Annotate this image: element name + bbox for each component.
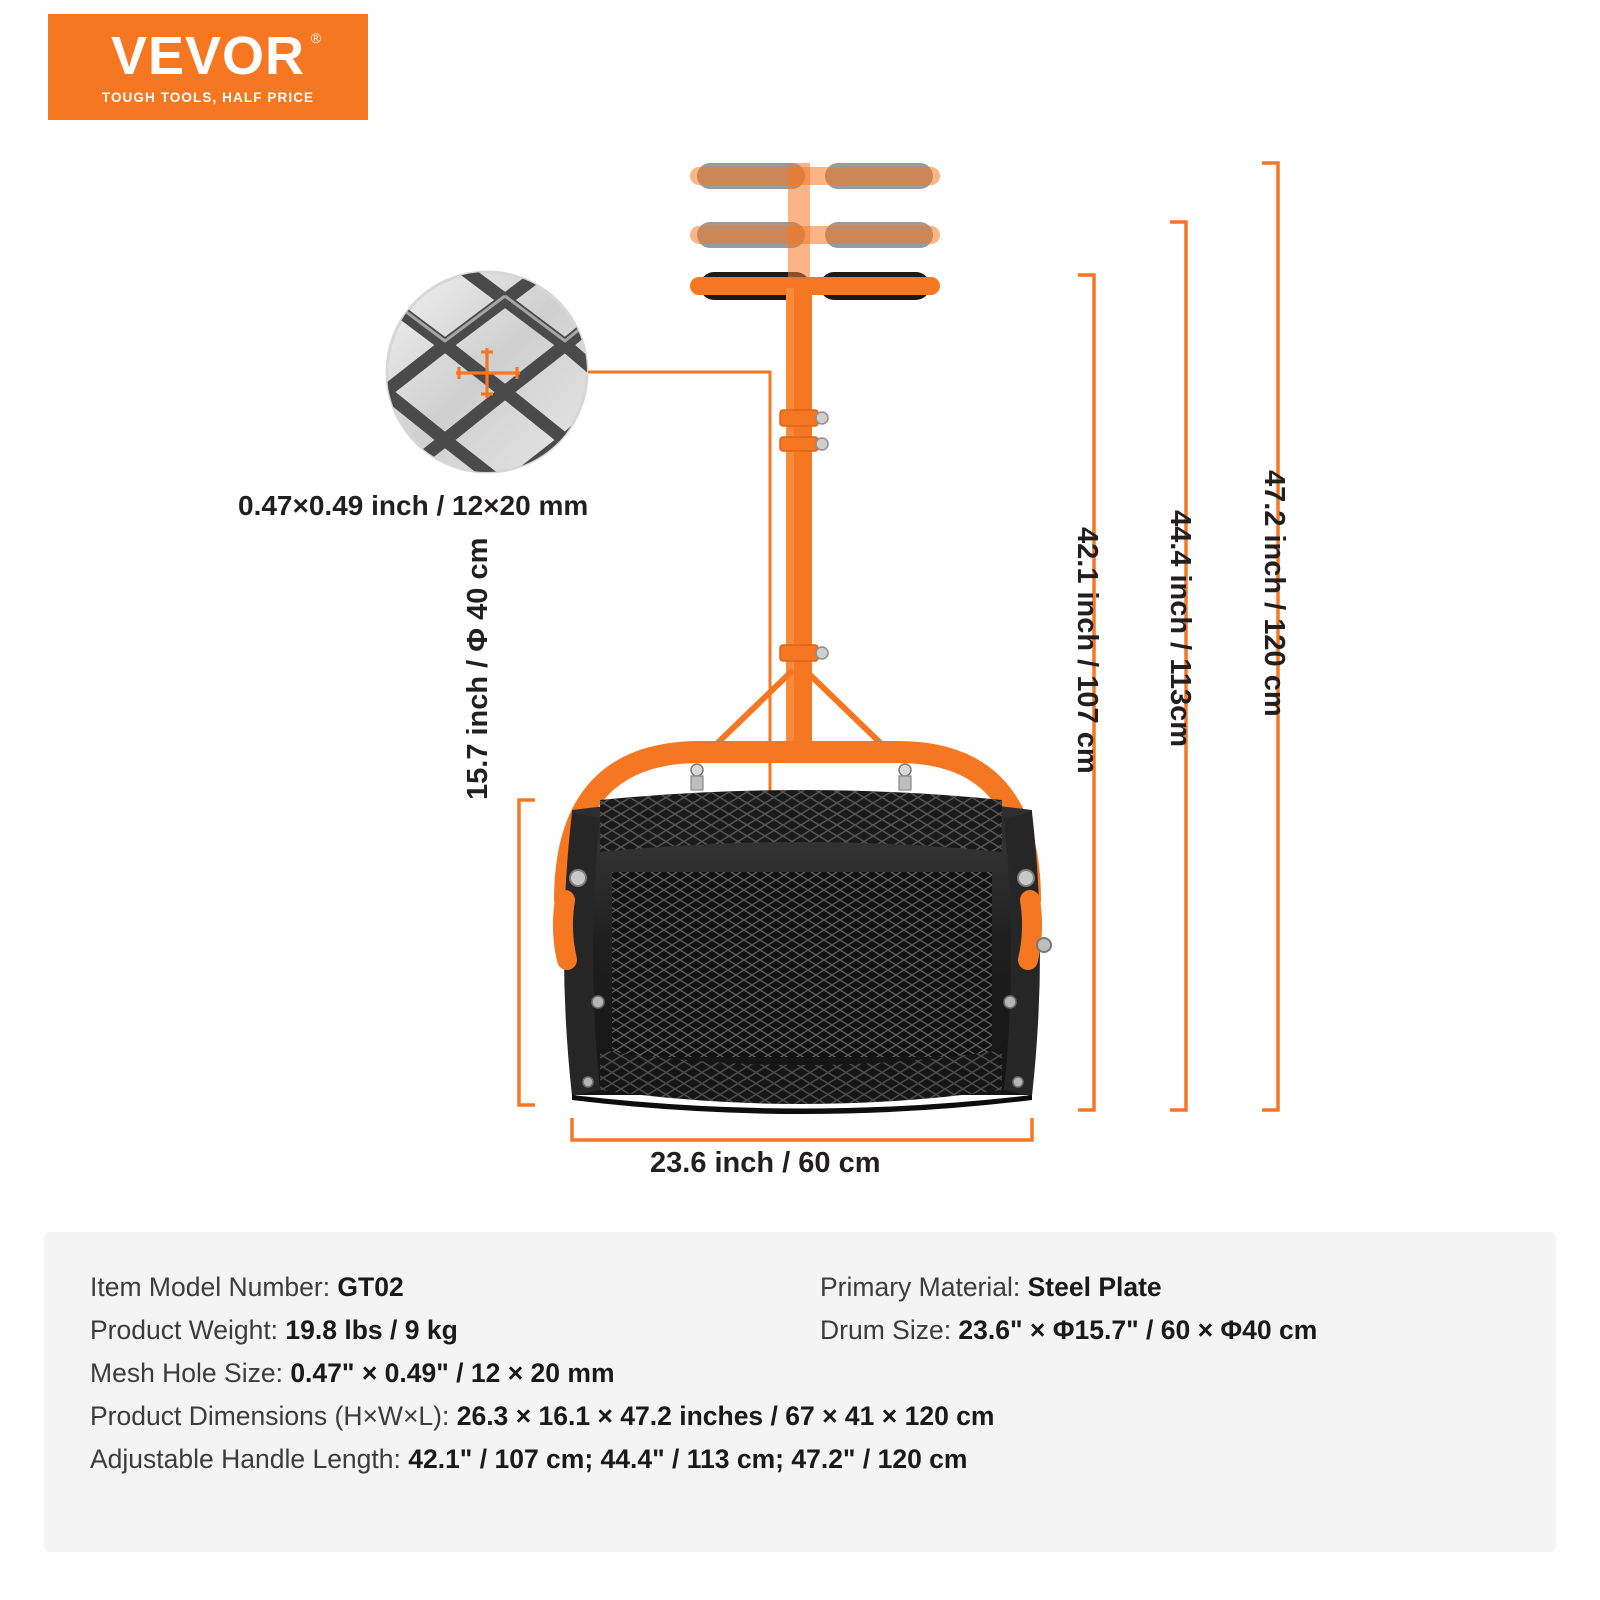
spec-label: Adjustable Handle Length: [90, 1443, 409, 1474]
spec-drum-size [800, 1309, 1530, 1352]
specifications-panel [44, 1232, 1556, 1552]
spec-adjustable-handle-length [90, 1438, 1510, 1481]
spec-row [90, 1309, 1510, 1352]
spreader-drum [563, 790, 1051, 1114]
spec-value: 19.8 lbs / 9 kg [285, 1314, 458, 1345]
mesh-hole-label: 0.47×0.49 inch / 12×20 mm [238, 490, 589, 521]
spec-value: 42.1" / 107 cm; 44.4" / 113 cm; 47.2" / 120 cm [408, 1443, 968, 1474]
brand-tagline: TOUGH TOOLS, HALF PRICE [101, 90, 315, 105]
spec-product-dimensions [90, 1395, 1510, 1438]
dim-drum-diameter [519, 800, 535, 1105]
spec-value: 23.6" × Φ15.7" / 60 × Φ40 cm [958, 1314, 1318, 1345]
spec-value: 26.3 × 16.1 × 47.2 inches / 67 × 41 × 120 cm [456, 1400, 995, 1431]
spec-label: Product Weight: [90, 1314, 286, 1345]
brand-name: VEVOR [110, 26, 306, 86]
registered-trademark-icon: ® [310, 30, 323, 46]
spec-label: Drum Size: [820, 1314, 959, 1345]
spec-product-weight [90, 1309, 800, 1352]
drum-width-label: 23.6 inch / 60 cm [650, 1147, 881, 1179]
spec-label: Mesh Hole Size: [90, 1357, 291, 1388]
handle-length-mid-label: 44.4 inch / 113cm [1164, 510, 1196, 747]
spec-item-model-number [90, 1266, 800, 1309]
spreader-handle-assembly [565, 163, 1030, 900]
spec-label: Product Dimensions (H×W×L): [90, 1400, 457, 1431]
spec-value: GT02 [337, 1272, 404, 1302]
spec-label: Primary Material: [820, 1272, 1028, 1302]
spec-label: Item Model Number: [90, 1272, 338, 1302]
drum-diameter-label: 15.7 inch / Φ 40 cm [462, 537, 494, 800]
spec-row [90, 1266, 1510, 1309]
spec-value: 0.47" × 0.49" / 12 × 20 mm [290, 1357, 615, 1388]
spec-mesh-hole-size [90, 1352, 1510, 1395]
spec-primary-material [800, 1266, 1530, 1309]
handle-length-short-label: 42.1 inch / 107 cm [1071, 527, 1103, 774]
dim-drum-width [572, 1118, 1032, 1140]
spec-value: Steel Plate [1027, 1272, 1162, 1302]
handle-length-long-label: 47.2 inch / 120 cm [1258, 470, 1290, 717]
